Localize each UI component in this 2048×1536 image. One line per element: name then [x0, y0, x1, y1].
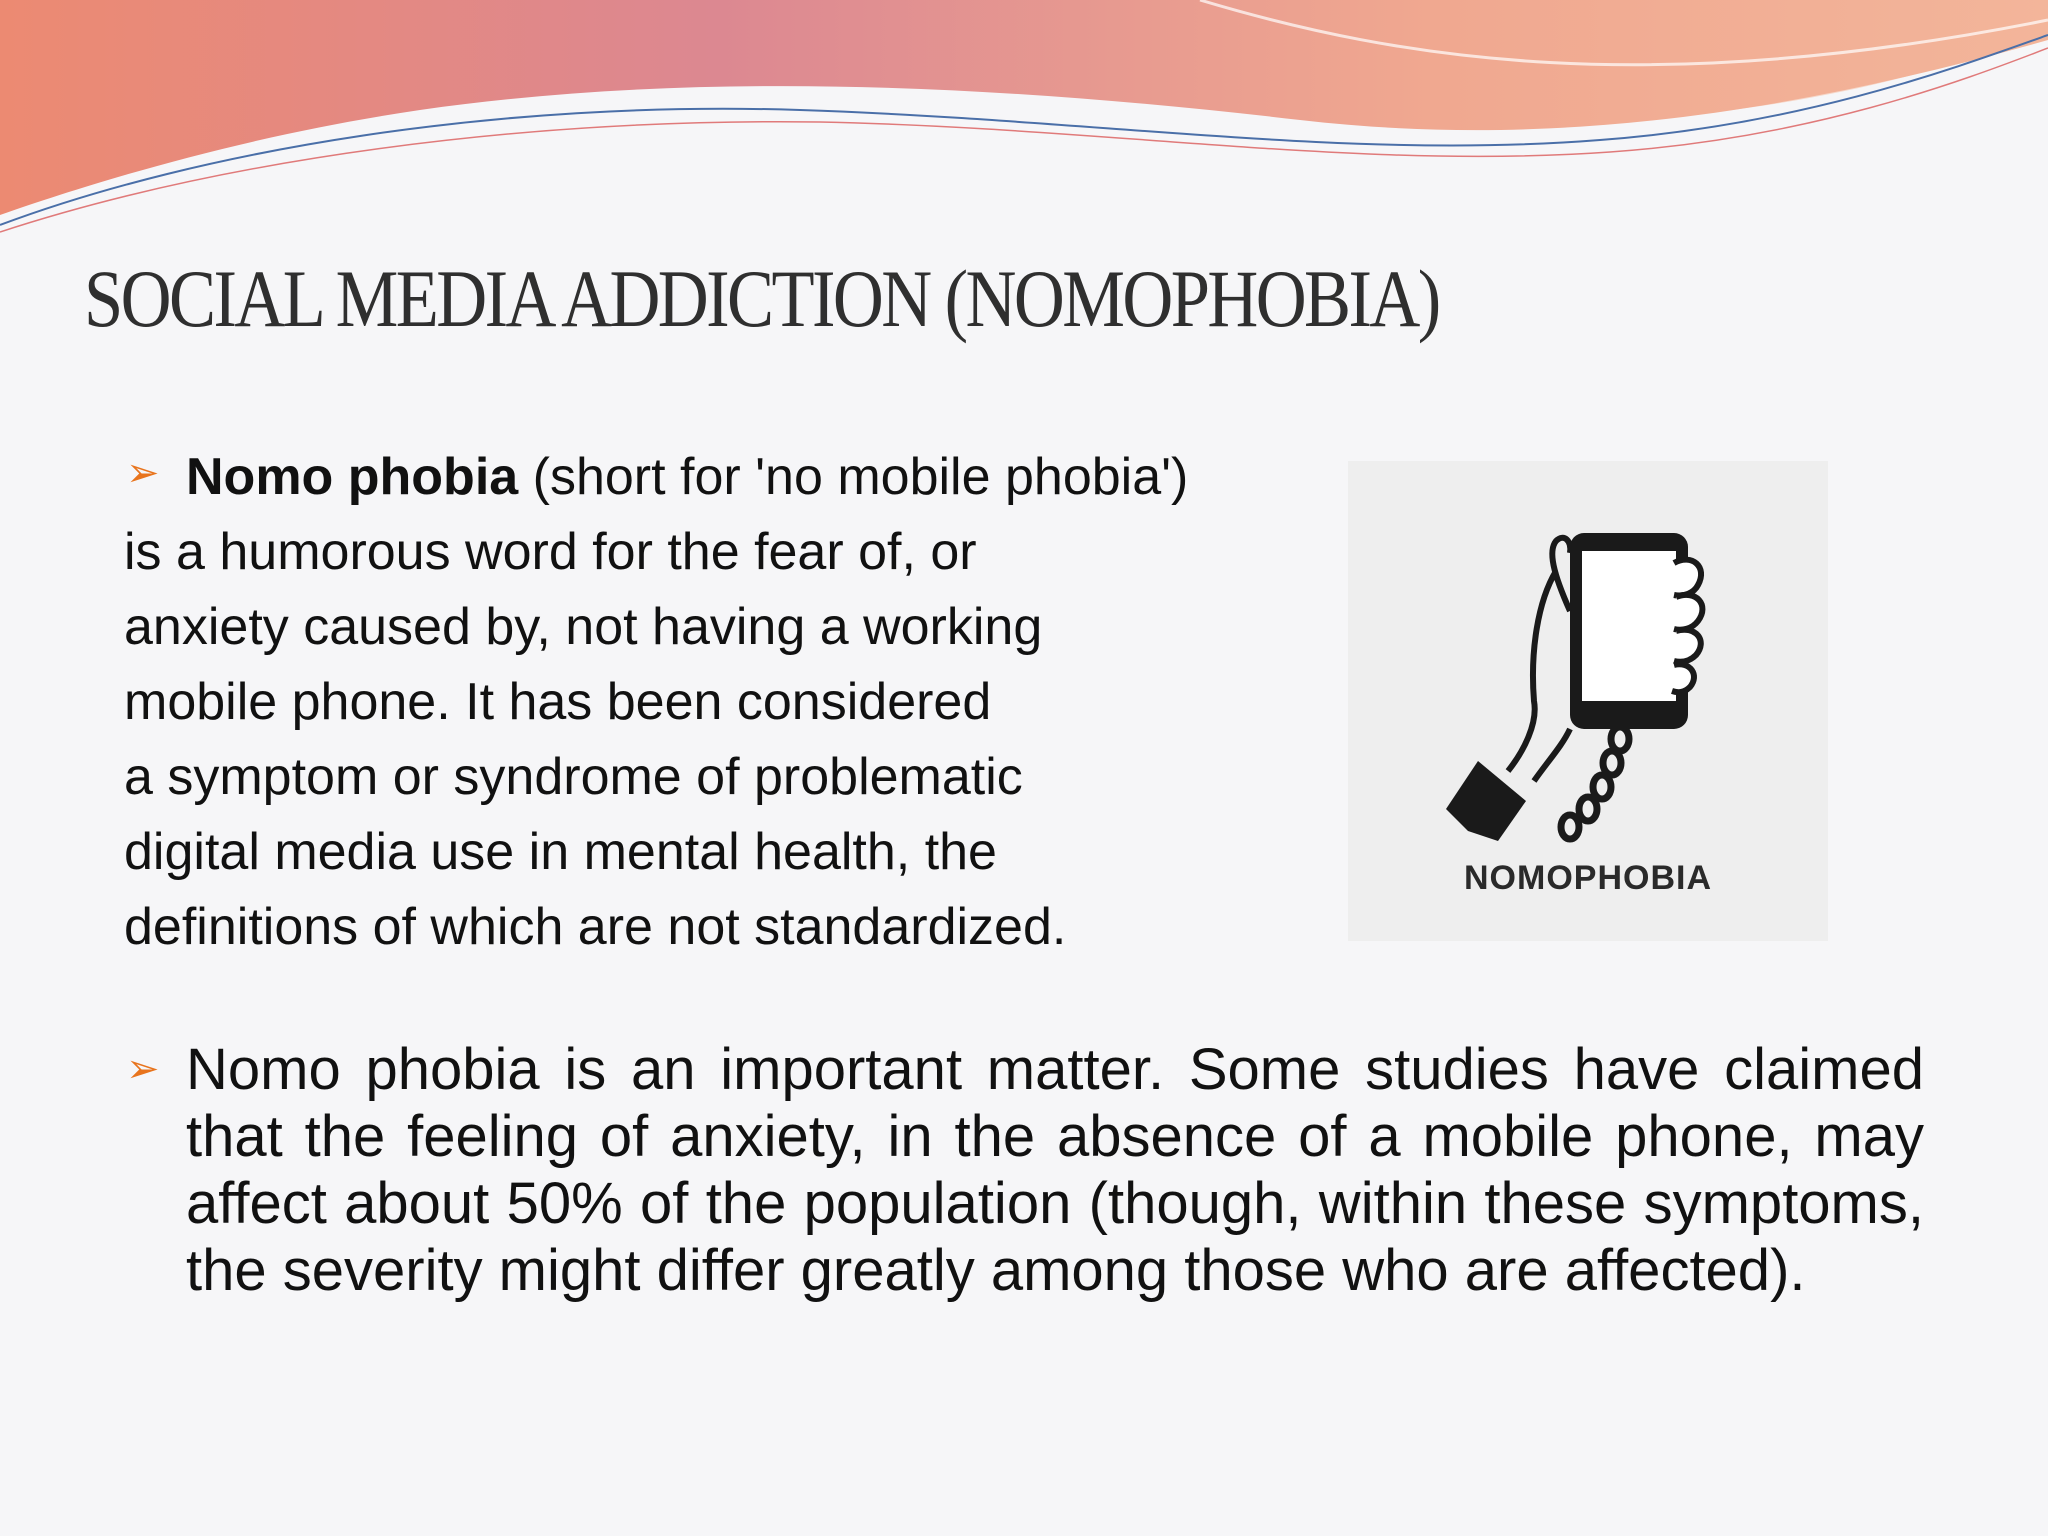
bullet-1-line-3: anxiety caused by, not having a working	[124, 598, 1043, 656]
bullet-1-line-1: (short for 'no mobile phobia')	[518, 448, 1189, 506]
bullet-1-line-4: mobile phone. It has been considered	[124, 673, 992, 731]
bullet-1-line-6: digital media use in mental health, the	[124, 823, 997, 881]
bullet-arrow-icon: ➢	[126, 451, 160, 495]
bullet-paragraph-2: Nomo phobia is an important matter. Some studies have claimed that the feeling of anxiety, in the absence of a mobile phone, may affect about 50% of the population (though, within these symptoms, the severity might differ greatly among those who are affected).	[186, 1037, 1924, 1303]
slide-title: SOCIAL MEDIA ADDICTION (NOMOPHOBIA)	[84, 253, 1439, 344]
nomophobia-image	[1348, 461, 1828, 941]
bullet-1-bold-term: Nomo phobia	[186, 448, 519, 506]
bullet-1-line-5: a symptom or syndrome of problematic	[124, 748, 1023, 806]
bullet-1-line-7: definitions of which are not standardized.	[124, 898, 1067, 956]
nomophobia-label: NOMOPHOBIA	[1464, 859, 1712, 897]
bullet-paragraph-1	[124, 440, 1324, 965]
bullet-arrow-icon: ➢	[126, 1047, 160, 1091]
header-wave-decoration	[0, 0, 2048, 260]
bullet-1-line-2: is a humorous word for the fear of, or	[124, 523, 977, 581]
